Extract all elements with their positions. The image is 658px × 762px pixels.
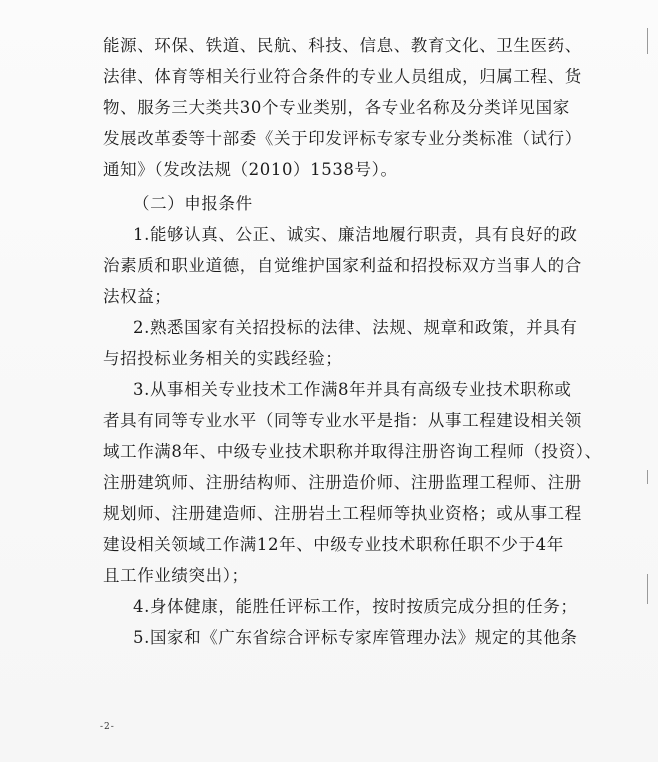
section-heading: （二）申报条件: [133, 194, 253, 213]
text-line-13: 者具有同等专业水平（同等专业水平是指：从事工程建设相关领: [103, 411, 582, 430]
text-line-19: 4.身体健康，能胜任评标工作，按时按质完成分担的任务；: [133, 597, 578, 616]
text-line-2: 法律、体育等相关行业符合条件的专业人员组成，归属工程、货: [103, 67, 582, 86]
text-line-18: 且工作业绩突出）；: [103, 566, 249, 585]
text-line-14: 域工作满8年、中级专业技术职称并取得注册咨询工程师（投资）、: [103, 442, 602, 461]
text-line-3: 物、服务三大类共30个专业类别，各专业名称及分类详见国家: [103, 98, 570, 117]
text-line-16: 规划师、注册建造师、注册岩土工程师等执业资格；或从事工程: [103, 504, 582, 523]
text-line-9: 法权益；: [103, 287, 172, 306]
text-line-17: 建设相关领域工作满12年、中级专业技术职称任职不少于4年: [103, 535, 564, 554]
text-line-10: 2.熟悉国家有关招投标的法律、法规、规章和政策，并具有: [133, 318, 578, 337]
text-line-11: 与招投标业务相关的实践经验；: [103, 349, 343, 368]
scan-edge-mark: [647, 574, 648, 604]
text-line-4: 发展改革委等十部委《关于印发评标专家专业分类标准（试行）: [103, 129, 582, 148]
text-line-7: 1.能够认真、公正、诚实、廉洁地履行职责，具有良好的政: [133, 225, 578, 244]
scan-edge-mark: [647, 28, 648, 54]
page-number: -2-: [100, 722, 115, 732]
text-line-8: 治素质和职业道德，自觉维护国家利益和招投标双方当事人的合: [103, 256, 582, 275]
text-line-5: 通知》（发改法规（2010）1538号）。: [103, 160, 398, 179]
scan-edge-mark: [647, 470, 648, 484]
text-line-1: 能源、环保、铁道、民航、科技、信息、教育文化、卫生医药、: [103, 36, 582, 55]
document-body: [103, 30, 602, 653]
text-line-20: 5.国家和《广东省综合评标专家库管理办法》规定的其他条: [133, 628, 578, 647]
text-line-12: 3.从事相关专业技术工作满8年并具有高级专业技术职称或: [133, 380, 572, 399]
text-line-15: 注册建筑师、注册结构师、注册造价师、注册监理工程师、注册: [103, 473, 582, 492]
